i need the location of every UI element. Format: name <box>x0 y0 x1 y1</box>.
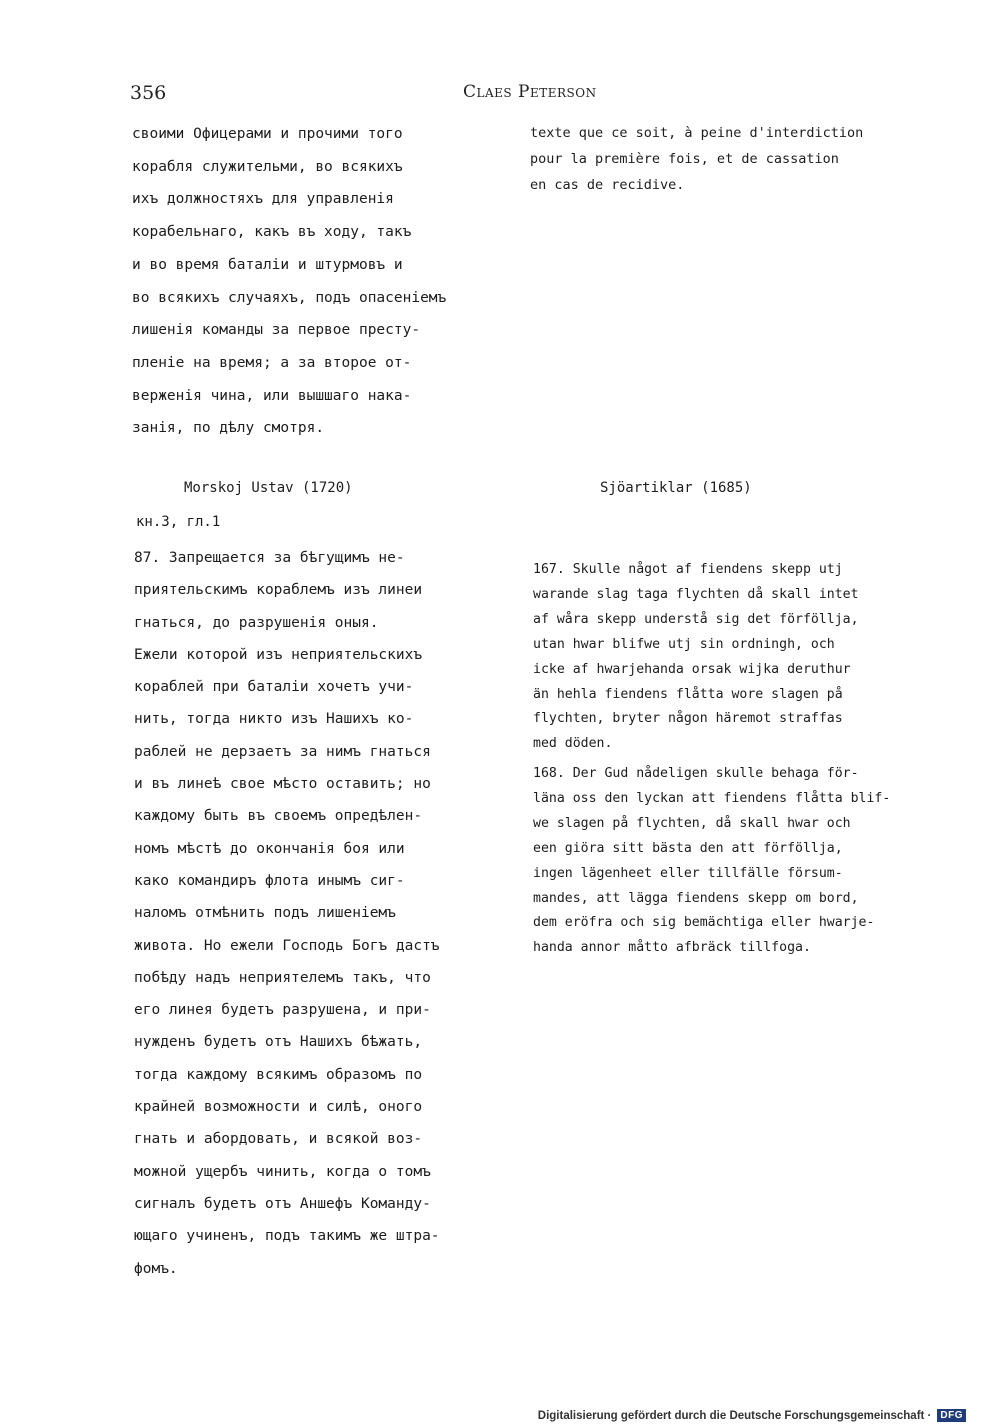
text-line: dem eröfra och sig bemächtiga eller hwarje- <box>533 915 875 931</box>
page-number: 356 <box>130 82 167 104</box>
text-line: än hehla fiendens flåtta wore slagen på <box>533 686 843 702</box>
text-line: приятельскимъ кораблемъ изъ линеи <box>134 582 423 599</box>
russian-text-continuation <box>132 118 446 445</box>
text-line: icke af hwarjehanda orsak wijka deruthur <box>533 661 851 677</box>
text-line: ющаго учиненъ, подъ такимъ же штра- <box>134 1228 440 1245</box>
text-line: 167. Skulle något af fiendens skepp utj <box>533 562 843 577</box>
text-line: занiя, по дѣлу смотря. <box>132 420 325 437</box>
text-line: we slagen på flychten, då skall hwar och <box>533 815 851 831</box>
left-column-heading: Morskoj Ustav (1720) <box>184 480 353 496</box>
text-line: сигналъ будетъ отъ Аншефъ Команду- <box>134 1195 431 1212</box>
text-line: лишенiя команды за первое престу- <box>132 322 421 339</box>
text-line: Ежели которой изъ неприятельскихъ <box>134 646 423 663</box>
text-line: кораблей при баталiи хочетъ учи- <box>134 679 414 696</box>
swedish-article-167 <box>533 558 859 757</box>
text-line: 87. Запрещается за бѣгущимъ не- <box>134 550 405 566</box>
digitization-credit <box>538 1409 966 1422</box>
text-line: како командиръ флота инымъ сиг- <box>134 872 405 889</box>
text-line: его линея будетъ разрушена, и при- <box>134 1002 431 1019</box>
text-line: een giöra sitt bästa den att förföllja, <box>533 840 843 856</box>
russian-article-87 <box>134 542 440 1285</box>
text-line: 168. Der Gud nådeligen skulle behaga för- <box>533 766 859 781</box>
text-line: mandes, att lägga fiendens skepp om bord, <box>533 890 859 906</box>
text-line: и въ линеѣ свое мѣсто оставить; но <box>134 776 431 793</box>
text-line: pour la première fois, et de cassation <box>530 151 839 167</box>
credit-text: Digitalisierung gefördert durch die Deutsche Forschungsgemeinschaft · <box>537 1409 932 1422</box>
text-line: utan hwar blifwe utj sin ordningh, och <box>533 636 835 652</box>
text-line: во всякихъ случаяхъ, подъ опасенiемъ <box>132 289 447 306</box>
text-line: тогда каждому всякимъ образомъ по <box>134 1066 423 1083</box>
left-column-subheading: кн.3, гл.1 <box>136 514 221 530</box>
text-line: верженiя чина, или вышшаго нака- <box>132 387 412 404</box>
text-line: med döden. <box>533 736 613 752</box>
text-line: гнать и абордовать, и всякой воз- <box>134 1131 423 1148</box>
text-line: своими Офицерами и прочими того <box>132 126 403 142</box>
text-line: раблей не дерзаетъ за нимъ гнаться <box>134 743 431 760</box>
text-line: побѣду надъ неприятелемъ такъ, что <box>134 969 431 986</box>
text-line: и во время баталiи и штурмовъ и <box>132 256 403 273</box>
text-line: корабельнаго, какъ въ ходу, такъ <box>132 224 412 241</box>
running-head: Claes Peterson <box>463 82 597 102</box>
text-line: каждому быть въ своемъ опредѣлен- <box>134 808 423 825</box>
french-text-continuation <box>530 120 863 198</box>
text-line: номъ мѣстѣ до окончанiя боя или <box>134 840 405 857</box>
text-line: нужденъ будетъ отъ Нашихъ бѣжать, <box>134 1034 423 1051</box>
text-line: гнаться, до разрушенiя оныя. <box>134 614 379 631</box>
text-line: можной ущербъ чинить, когда о томъ <box>134 1163 431 1180</box>
text-line: läna oss den lyckan att fiendens flåtta blif- <box>533 790 891 806</box>
text-line: нить, тогда никто изъ Нашихъ ко- <box>134 711 414 728</box>
text-line: пленiе на время; а за второе от- <box>132 354 412 371</box>
text-line: texte que ce soit, à peine d'interdiction <box>530 125 864 141</box>
text-line: наломъ отмѣнить подъ лишенiемъ <box>134 905 396 922</box>
text-line: handa annor måtto afbräck tillfoga. <box>533 940 811 956</box>
text-line: ingen lägenheet eller tillfälle försum- <box>533 865 843 881</box>
dfg-logo-icon: DFG <box>937 1409 966 1422</box>
text-line: корабля служительми, во всякихъ <box>132 158 403 175</box>
text-line: живота. Но ежели Господь Богъ дастъ <box>134 937 440 954</box>
text-line: af wåra skepp understå sig det förföllja, <box>533 611 859 627</box>
text-line: фомъ. <box>134 1260 178 1277</box>
text-line: warande slag taga flychten då skall intet <box>533 586 859 602</box>
right-column-heading: Sjöartiklar (1685) <box>600 480 752 496</box>
text-line: ихъ должностяхъ для управленiя <box>132 191 394 208</box>
text-line: flychten, bryter någon häremot straffas <box>533 711 843 727</box>
swedish-article-168 <box>533 762 890 961</box>
text-line: крайней возможности и силѣ, оного <box>134 1099 423 1116</box>
text-line: en cas de recidive. <box>530 177 685 193</box>
